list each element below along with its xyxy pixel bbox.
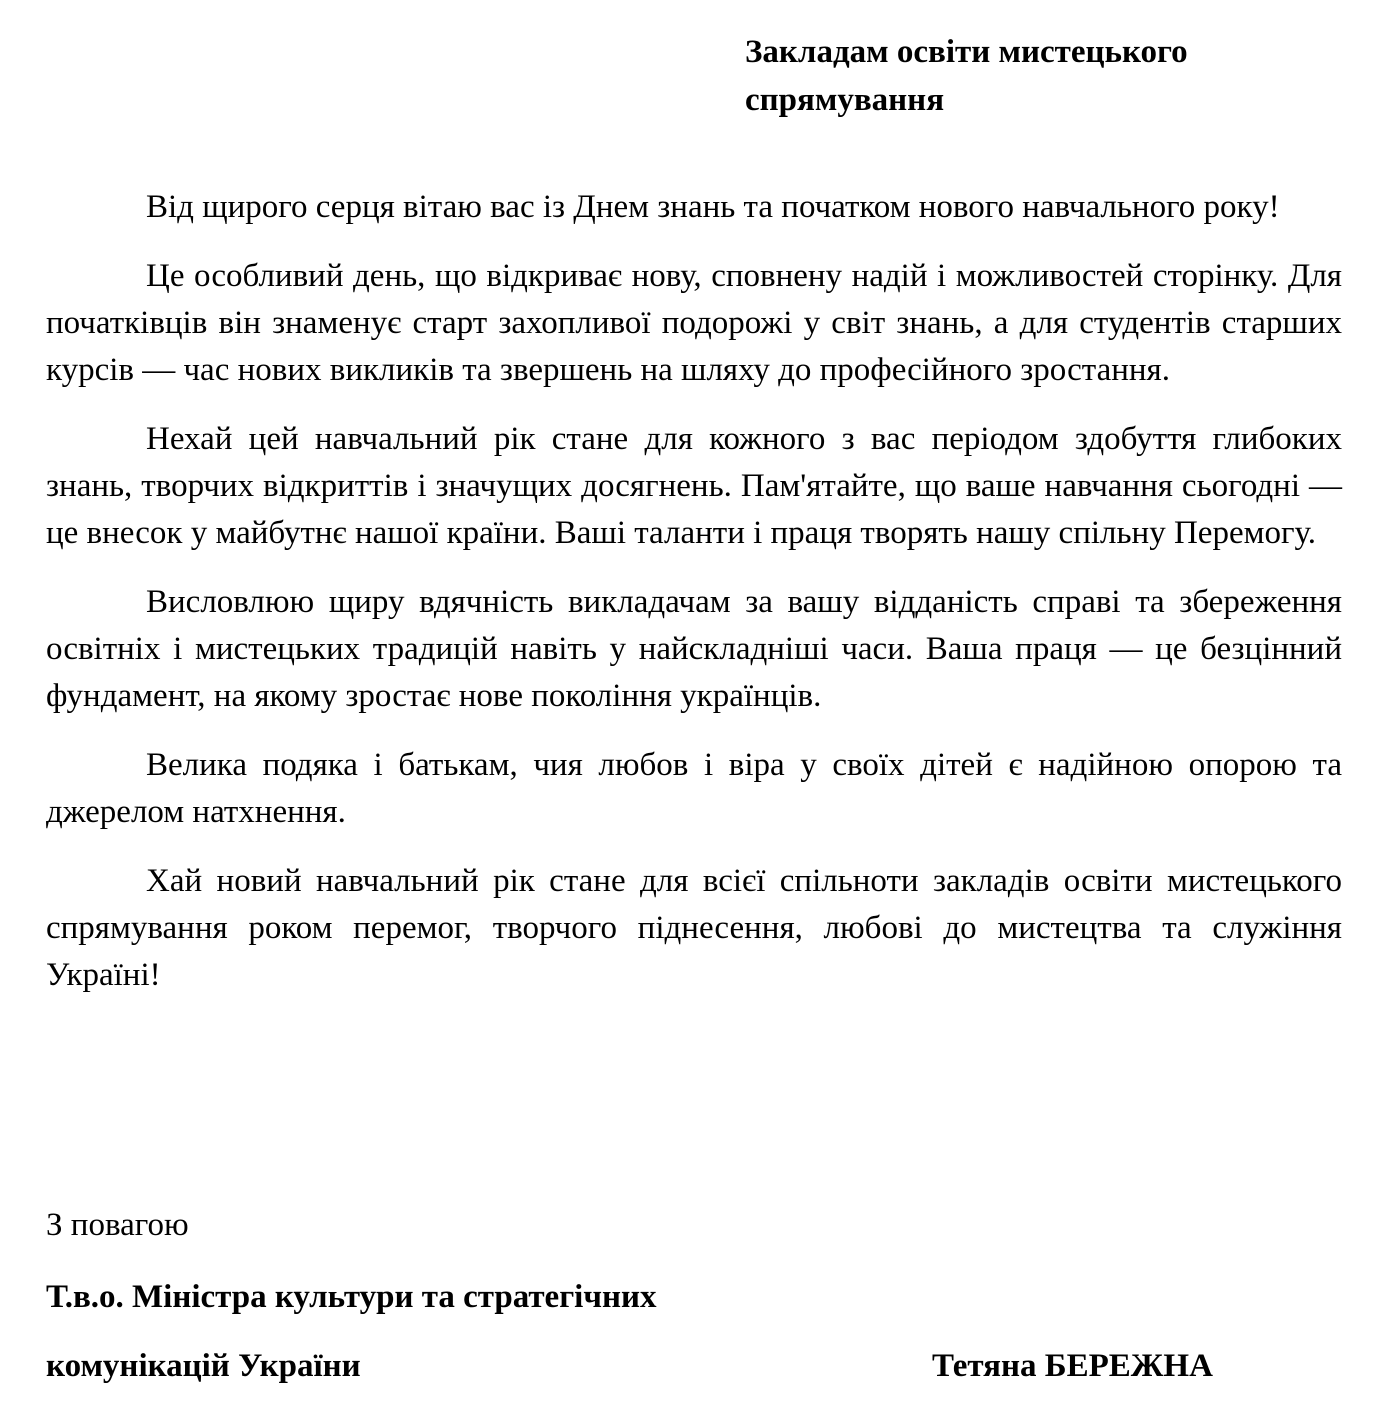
paragraph-greeting: Від щирого серця вітаю вас із Днем знань та початком нового навчального року! — [146, 189, 1280, 225]
paragraph-teachers: Висловлюю щиру вдячність викладачам за вашу відданість справі та збереження освітніх і мистецьких традицій навіть у найскладніші часи. Ваша праця — це безцінний фундамент, на якому зростає нове покоління українців. — [46, 584, 1342, 714]
closing-phrase: З повагою — [46, 1207, 189, 1243]
addressee-line-1: Закладам освіти мистецького — [745, 34, 1188, 70]
letter-body — [46, 184, 1342, 1021]
addressee-block — [745, 28, 1305, 124]
paragraph-parents: Велика подяка і батькам, чия любов і віра у своїх дітей є надійною опорою та джерелом натхнення. — [46, 747, 1342, 830]
paragraph-special-day: Це особливий день, що відкриває нову, сповнену надій і можливостей сторінку. Для початківців він знаменує старт захопливої подорожі у світ знань, а для студентів старших курсів — час нових викликів та звершень на шляху до професійного зростання. — [46, 258, 1342, 388]
paragraph-final-wish: Хай новий навчальний рік стане для всієї спільноти закладів освіти мистецького спрямування роком перемог, творчого піднесення, любові до мистецтва та служіння Україні! — [46, 863, 1342, 993]
paragraph-wishes: Нехай цей навчальний рік стане для кожного з вас періодом здобуття глибоких знань, творчих відкриттів і значущих досягнень. Пам'ятайте, що ваше навчання сьогодні — це внесок у майбутнє нашої країни. Ваші таланти і праця творять нашу спільну Перемогу. — [46, 421, 1342, 551]
signatory-name: Тетяна БЕРЕЖНА — [932, 1348, 1213, 1384]
signatory-position-line-1: Т.в.о. Міністра культури та стратегічних — [46, 1279, 657, 1315]
signatory-position-line-2: комунікацій України — [46, 1348, 361, 1384]
addressee-line-2: спрямування — [745, 82, 945, 118]
